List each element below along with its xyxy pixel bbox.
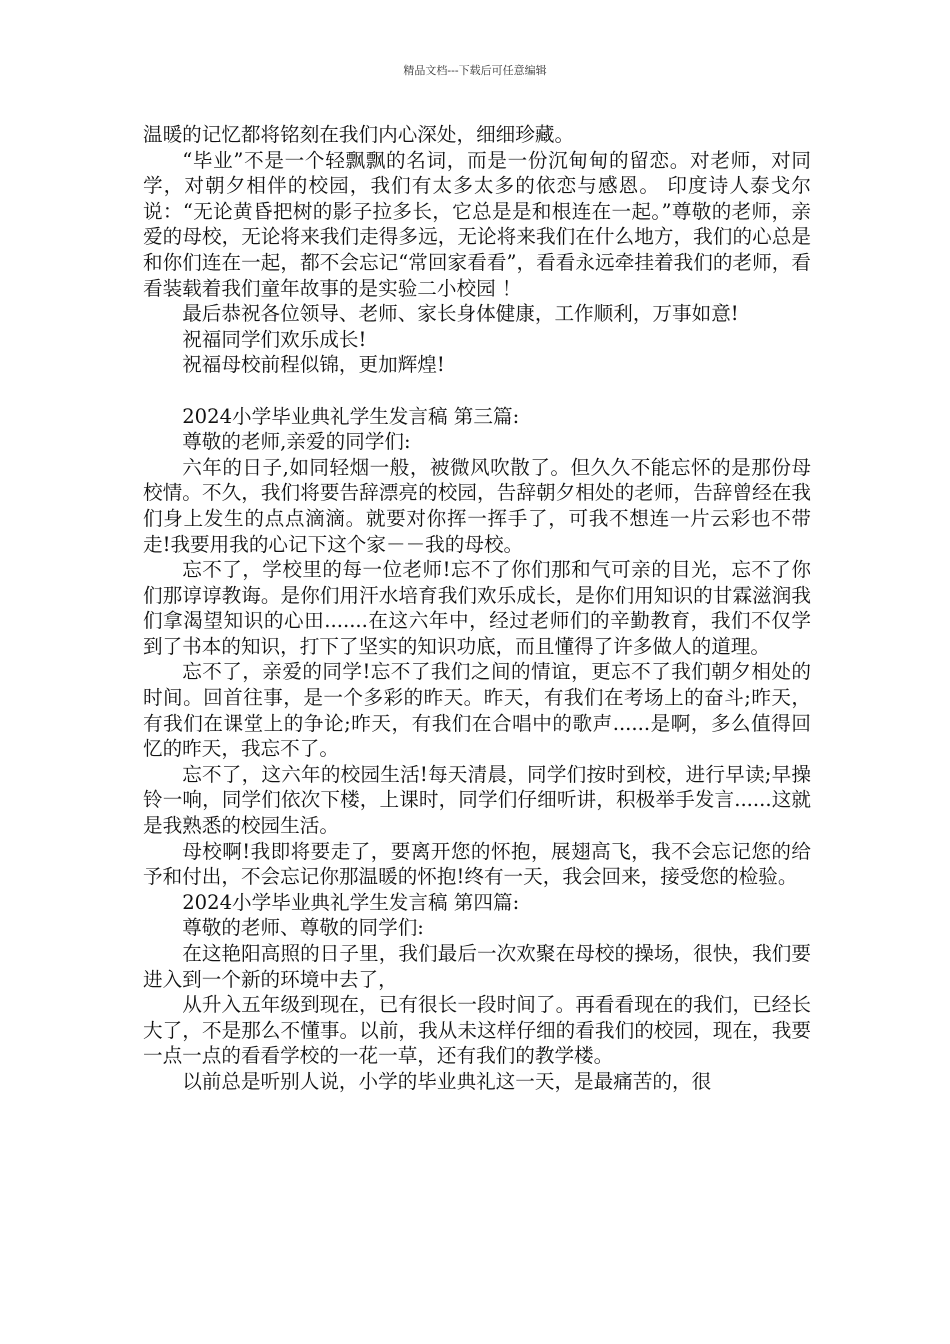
paragraph: 母校啊!我即将要走了，要离开您的怀抱，展翅高飞，我不会忘记您的给予和付出，不会忘记你那温暖的怀抱!终有一天，我会回来，接受您的检验。 bbox=[143, 839, 811, 889]
paragraph: “毕业”不是一个轻飘飘的名词，而是一份沉甸甸的留恋。对老师，对同学，对朝夕相伴的校园，我们有太多太多的依恋与感恩。 印度诗人泰戈尔说：“无论黄昏把树的影子拉多长，它总是是和根连在一起。”尊敬的老师，亲爱的母校，无论将来我们走得多远，无论将来我们在什么地方，我们的心总是和你们连在一起，都不会忘记“常回家看看”，看看永远牵挂着我们的老师，看看装载着我们童年故事的是实验二小校园 ！ bbox=[143, 148, 811, 300]
section-heading: 2024小学毕业典礼学生发言稿 第四篇: bbox=[182, 890, 520, 914]
paragraph: 在这艳阳高照的日子里，我们最后一次欢聚在母校的操场，很快，我们要进入到一个新的环境中去了， bbox=[143, 942, 811, 991]
paragraph: 祝福母校前程似锦，更加辉煌! bbox=[182, 353, 445, 377]
paragraph: 忘不了，这六年的校园生活!每天清晨，同学们按时到校，进行早读;早操铃一响，同学们依次下楼，上课时，同学们仔细听讲，积极举手发言......这就是我熟悉的校园生活。 bbox=[143, 762, 811, 838]
page-header: 精品文档---下载后可任意编辑 bbox=[403, 64, 547, 77]
paragraph: 以前总是听别人说，小学的毕业典礼这一天，是最痛苦的，很 bbox=[182, 1069, 712, 1093]
section-heading: 2024小学毕业典礼学生发言稿 第三篇: bbox=[182, 404, 520, 428]
blank-line bbox=[143, 378, 811, 404]
paragraph: 六年的日子,如同轻烟一般，被微风吹散了。但久久不能忘怀的是那份母校情。不久，我们将要告辞漂亮的校园，告辞朝夕相处的老师，告辞曾经在我们身上发生的点点滴滴。就要对你挥一挥手了，可我不想连一片云彩也不带走!我要用我的心记下这个家－－我的母校。 bbox=[143, 455, 811, 556]
paragraph: 最后恭祝各位领导、老师、家长身体健康，工作顺利，万事如意! bbox=[182, 302, 739, 326]
document-body bbox=[143, 122, 811, 1095]
paragraph: 从升入五年级到现在，已有很长一段时间了。再看看现在的我们，已经长大了，不是那么不懂事。以前，我从未这样仔细的看我们的校园，现在，我要一点一点的看看学校的一花一草，还有我们的教学楼。 bbox=[143, 993, 811, 1068]
paragraph: 温暖的记忆都将铭刻在我们内心深处，细细珍藏。 bbox=[143, 123, 575, 146]
paragraph: 忘不了，学校里的每一位老师!忘不了你们那和气可亲的目光，忘不了你们那谆谆教诲。是你们用汗水培育我们欢乐成长，是你们用知识的甘霖滋润我们拿渴望知识的心田.......在这六年中，经过老师们的辛勤教育，我们不仅学到了书本的知识，打下了坚实的知识功底，而且懂得了许多做人的道理。 bbox=[143, 558, 811, 658]
salutation: 尊敬的老师、尊敬的同学们: bbox=[182, 916, 424, 940]
salutation: 尊敬的老师,亲爱的同学们: bbox=[182, 430, 411, 454]
paragraph: 忘不了，亲爱的同学!忘不了我们之间的情谊，更忘不了我们朝夕相处的时间。回首往事，是一个多彩的昨天。昨天，有我们在考场上的奋斗;昨天，有我们在课堂上的争论;昨天，有我们在合唱中的歌声......是啊，多么值得回忆的昨天，我忘不了。 bbox=[143, 660, 811, 761]
paragraph: 祝福同学们欢乐成长! bbox=[182, 327, 367, 351]
